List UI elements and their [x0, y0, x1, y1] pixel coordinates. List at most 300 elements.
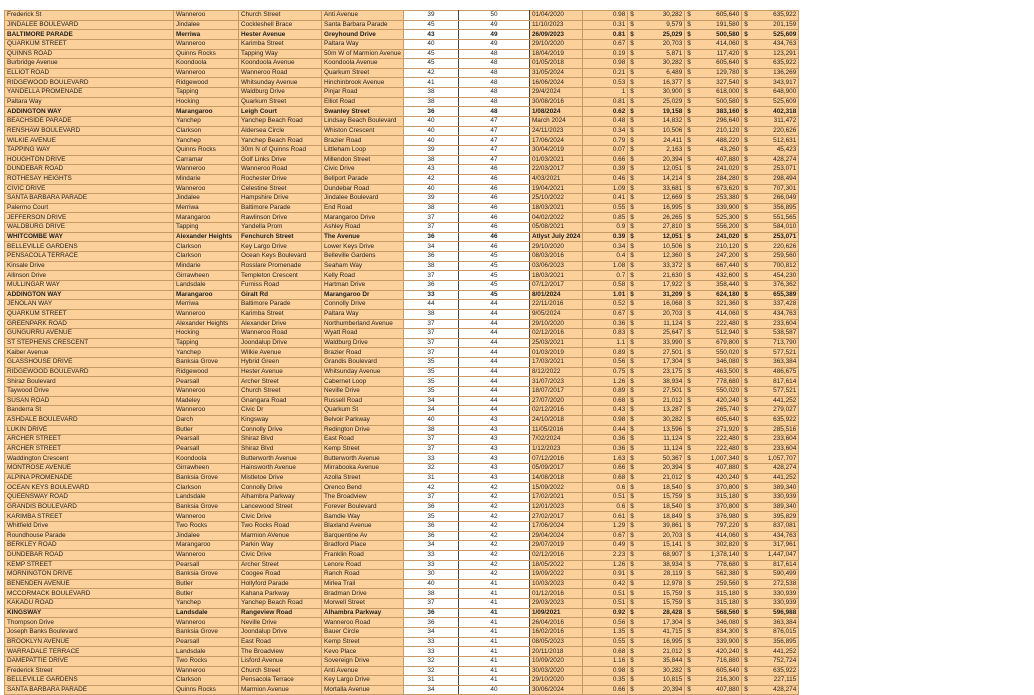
- grand-total-cell[interactable]: [742, 271, 799, 281]
- date-cell[interactable]: 18/03/2021: [529, 203, 582, 213]
- value-a-cell[interactable]: 37: [403, 493, 458, 503]
- grand-total-cell[interactable]: [742, 30, 799, 40]
- total-cell[interactable]: [685, 232, 742, 242]
- date-cell[interactable]: 11/10/2023: [529, 20, 582, 30]
- length-cell[interactable]: 0.81: [583, 97, 628, 107]
- grand-total-cell[interactable]: [742, 348, 799, 358]
- from-street-cell[interactable]: Wanneroo Road: [239, 165, 322, 175]
- grand-total-cell[interactable]: [742, 406, 799, 416]
- road-name-cell[interactable]: MULLINGAR WAY: [5, 280, 174, 290]
- grand-total-cell[interactable]: [742, 637, 799, 647]
- total-cell[interactable]: [685, 377, 742, 387]
- to-street-cell[interactable]: Belleville Gardens: [322, 252, 404, 262]
- road-name-cell[interactable]: Kaiber Avenue: [5, 348, 174, 358]
- road-name-cell[interactable]: JEFFERSON DRIVE: [5, 213, 174, 223]
- total-cell[interactable]: [685, 589, 742, 599]
- from-street-cell[interactable]: Coogee Road: [239, 570, 322, 580]
- suburb-cell[interactable]: Yanchep: [174, 136, 239, 146]
- value-b-cell[interactable]: 42: [458, 493, 529, 503]
- date-cell[interactable]: 26/04/2016: [529, 618, 582, 628]
- road-name-cell[interactable]: SANTA BARBARA PARADE: [5, 194, 174, 204]
- cost-cell[interactable]: [628, 348, 685, 358]
- length-cell[interactable]: 1.08: [583, 261, 628, 271]
- suburb-cell[interactable]: Quinns Rocks: [174, 49, 239, 59]
- to-street-cell[interactable]: Brazier Road: [322, 136, 404, 146]
- date-cell[interactable]: 27/02/2017: [529, 512, 582, 522]
- road-name-cell[interactable]: LUKIN DRIVE: [5, 425, 174, 435]
- date-cell[interactable]: Atlyst July 2024: [529, 232, 582, 242]
- suburb-cell[interactable]: Tapping: [174, 223, 239, 233]
- date-cell[interactable]: 12/01/2023: [529, 502, 582, 512]
- suburb-cell[interactable]: Yanchep: [174, 348, 239, 358]
- date-cell[interactable]: 10/09/2020: [529, 656, 582, 666]
- grand-total-cell[interactable]: [742, 252, 799, 262]
- total-cell[interactable]: [685, 493, 742, 503]
- suburb-cell[interactable]: Merriwa: [174, 30, 239, 40]
- from-street-cell[interactable]: Civic Drive: [239, 512, 322, 522]
- grand-total-cell[interactable]: [742, 502, 799, 512]
- total-cell[interactable]: [685, 570, 742, 580]
- grand-total-cell[interactable]: [742, 213, 799, 223]
- from-street-cell[interactable]: Giralt Rd: [239, 290, 322, 300]
- cost-cell[interactable]: [628, 49, 685, 59]
- from-street-cell[interactable]: Hester Avenue: [239, 367, 322, 377]
- length-cell[interactable]: 0.89: [583, 386, 628, 396]
- date-cell[interactable]: 29/10/2020: [529, 39, 582, 49]
- road-name-cell[interactable]: QUEENSWAY ROAD: [5, 493, 174, 503]
- length-cell[interactable]: 0.36: [583, 435, 628, 445]
- length-cell[interactable]: 0.36: [583, 444, 628, 454]
- suburb-cell[interactable]: Pearsall: [174, 435, 239, 445]
- suburb-cell[interactable]: Wanneroo: [174, 11, 239, 21]
- cost-cell[interactable]: [628, 30, 685, 40]
- value-b-cell[interactable]: 45: [458, 280, 529, 290]
- to-street-cell[interactable]: Kemp Street: [322, 637, 404, 647]
- length-cell[interactable]: 0.67: [583, 39, 628, 49]
- road-name-cell[interactable]: KARIMBA STREET: [5, 512, 174, 522]
- suburb-cell[interactable]: Yanchep: [174, 117, 239, 127]
- cost-cell[interactable]: [628, 512, 685, 522]
- from-street-cell[interactable]: Ocean Keys Boulevard: [239, 252, 322, 262]
- to-street-cell[interactable]: Key Largo Drive: [322, 676, 404, 686]
- value-b-cell[interactable]: 49: [458, 39, 529, 49]
- to-street-cell[interactable]: End Road: [322, 203, 404, 213]
- total-cell[interactable]: [685, 155, 742, 165]
- date-cell[interactable]: 31/05/2024: [529, 68, 582, 78]
- value-a-cell[interactable]: 32: [403, 656, 458, 666]
- grand-total-cell[interactable]: [742, 415, 799, 425]
- suburb-cell[interactable]: Two Rocks: [174, 656, 239, 666]
- road-name-cell[interactable]: ADDINGTON WAY: [5, 107, 174, 117]
- road-name-cell[interactable]: GUNGURRU AVENUE: [5, 329, 174, 339]
- road-name-cell[interactable]: BALTIMORE PARADE: [5, 30, 174, 40]
- suburb-cell[interactable]: Merriwa: [174, 300, 239, 310]
- to-street-cell[interactable]: Azolla Street: [322, 473, 404, 483]
- value-b-cell[interactable]: 47: [458, 136, 529, 146]
- grand-total-cell[interactable]: [742, 367, 799, 377]
- from-street-cell[interactable]: Neville Drive: [239, 618, 322, 628]
- length-cell[interactable]: 1.26: [583, 377, 628, 387]
- length-cell[interactable]: 0.66: [583, 155, 628, 165]
- length-cell[interactable]: 2.23: [583, 550, 628, 560]
- suburb-cell[interactable]: Wanneroo: [174, 39, 239, 49]
- to-street-cell[interactable]: Hartman Drive: [322, 280, 404, 290]
- total-cell[interactable]: [685, 39, 742, 49]
- date-cell[interactable]: 10/03/2023: [529, 579, 582, 589]
- from-street-cell[interactable]: Hampshire Drive: [239, 194, 322, 204]
- date-cell[interactable]: 29/4/2024: [529, 88, 582, 98]
- road-name-cell[interactable]: HOUGHTON DRIVE: [5, 155, 174, 165]
- from-street-cell[interactable]: Karimba Street: [239, 309, 322, 319]
- value-a-cell[interactable]: 38: [403, 425, 458, 435]
- grand-total-cell[interactable]: [742, 570, 799, 580]
- suburb-cell[interactable]: Landsdale: [174, 608, 239, 618]
- to-street-cell[interactable]: Dundebar Road: [322, 184, 404, 194]
- cost-cell[interactable]: [628, 20, 685, 30]
- length-cell[interactable]: 0.53: [583, 78, 628, 88]
- cost-cell[interactable]: [628, 628, 685, 638]
- cost-cell[interactable]: [628, 261, 685, 271]
- length-cell[interactable]: 0.91: [583, 570, 628, 580]
- to-street-cell[interactable]: Kemp Street: [322, 444, 404, 454]
- total-cell[interactable]: [685, 194, 742, 204]
- total-cell[interactable]: [685, 271, 742, 281]
- value-a-cell[interactable]: 37: [403, 213, 458, 223]
- to-street-cell[interactable]: Bradman Drive: [322, 589, 404, 599]
- total-cell[interactable]: [685, 165, 742, 175]
- cost-cell[interactable]: [628, 541, 685, 551]
- value-a-cell[interactable]: 40: [403, 415, 458, 425]
- value-b-cell[interactable]: 45: [458, 261, 529, 271]
- total-cell[interactable]: [685, 425, 742, 435]
- grand-total-cell[interactable]: [742, 676, 799, 686]
- length-cell[interactable]: 0.43: [583, 406, 628, 416]
- grand-total-cell[interactable]: [742, 59, 799, 69]
- grand-total-cell[interactable]: [742, 579, 799, 589]
- value-a-cell[interactable]: 33: [403, 647, 458, 657]
- cost-cell[interactable]: [628, 570, 685, 580]
- road-name-cell[interactable]: WHITCOMBE WAY: [5, 232, 174, 242]
- suburb-cell[interactable]: Clarkson: [174, 242, 239, 252]
- date-cell[interactable]: 04/02/2022: [529, 213, 582, 223]
- road-name-cell[interactable]: OCEAN KEYS BOULEVARD: [5, 483, 174, 493]
- length-cell[interactable]: 0.81: [583, 30, 628, 40]
- cost-cell[interactable]: [628, 377, 685, 387]
- cost-cell[interactable]: [628, 493, 685, 503]
- cost-cell[interactable]: [628, 59, 685, 69]
- value-b-cell[interactable]: 46: [458, 213, 529, 223]
- date-cell[interactable]: 17/06/2024: [529, 521, 582, 531]
- cost-cell[interactable]: [628, 502, 685, 512]
- to-street-cell[interactable]: Northumberland Avenue: [322, 319, 404, 329]
- length-cell[interactable]: 0.68: [583, 396, 628, 406]
- grand-total-cell[interactable]: [742, 280, 799, 290]
- length-cell[interactable]: 0.51: [583, 599, 628, 609]
- to-street-cell[interactable]: The Broadview: [322, 493, 404, 503]
- to-street-cell[interactable]: Waldburg Drive: [322, 338, 404, 348]
- road-name-cell[interactable]: Burbridge Avenue: [5, 59, 174, 69]
- to-street-cell[interactable]: Lower Keys Drive: [322, 242, 404, 252]
- total-cell[interactable]: [685, 666, 742, 676]
- date-cell[interactable]: 07/12/2016: [529, 454, 582, 464]
- value-b-cell[interactable]: 48: [458, 68, 529, 78]
- length-cell[interactable]: 1.09: [583, 184, 628, 194]
- road-name-cell[interactable]: KAKADU ROAD: [5, 599, 174, 609]
- cost-cell[interactable]: [628, 396, 685, 406]
- road-name-cell[interactable]: Taywood Drive: [5, 386, 174, 396]
- value-b-cell[interactable]: 46: [458, 242, 529, 252]
- date-cell[interactable]: 29/10/2020: [529, 676, 582, 686]
- value-a-cell[interactable]: 34: [403, 242, 458, 252]
- value-a-cell[interactable]: 37: [403, 271, 458, 281]
- total-cell[interactable]: [685, 637, 742, 647]
- grand-total-cell[interactable]: [742, 165, 799, 175]
- cost-cell[interactable]: [628, 676, 685, 686]
- value-a-cell[interactable]: 35: [403, 512, 458, 522]
- total-cell[interactable]: [685, 329, 742, 339]
- value-a-cell[interactable]: 45: [403, 49, 458, 59]
- total-cell[interactable]: [685, 676, 742, 686]
- to-street-cell[interactable]: Brazier Road: [322, 348, 404, 358]
- value-a-cell[interactable]: 36: [403, 608, 458, 618]
- date-cell[interactable]: 24/11/2023: [529, 126, 582, 136]
- total-cell[interactable]: [685, 174, 742, 184]
- value-b-cell[interactable]: 48: [458, 59, 529, 69]
- value-a-cell[interactable]: 42: [403, 483, 458, 493]
- from-street-cell[interactable]: Wanneroo Road: [239, 68, 322, 78]
- grand-total-cell[interactable]: [742, 184, 799, 194]
- date-cell[interactable]: 18/05/2022: [529, 560, 582, 570]
- from-street-cell[interactable]: Wanneroo Road: [239, 329, 322, 339]
- date-cell[interactable]: 11/05/2016: [529, 425, 582, 435]
- value-a-cell[interactable]: 35: [403, 386, 458, 396]
- grand-total-cell[interactable]: [742, 396, 799, 406]
- cost-cell[interactable]: [628, 155, 685, 165]
- suburb-cell[interactable]: Marangaroo: [174, 213, 239, 223]
- suburb-cell[interactable]: Wanneroo: [174, 618, 239, 628]
- date-cell[interactable]: 05/08/2021: [529, 223, 582, 233]
- value-b-cell[interactable]: 44: [458, 358, 529, 368]
- grand-total-cell[interactable]: [742, 68, 799, 78]
- total-cell[interactable]: [685, 20, 742, 30]
- to-street-cell[interactable]: Grandis Boulevard: [322, 358, 404, 368]
- suburb-cell[interactable]: Wanneroo: [174, 550, 239, 560]
- value-b-cell[interactable]: 43: [458, 444, 529, 454]
- from-street-cell[interactable]: Aldersea Circle: [239, 126, 322, 136]
- road-name-cell[interactable]: BEACHSIDE PARADE: [5, 117, 174, 127]
- suburb-cell[interactable]: Mindarie: [174, 261, 239, 271]
- road-name-cell[interactable]: QUINNS ROAD: [5, 49, 174, 59]
- grand-total-cell[interactable]: [742, 338, 799, 348]
- from-street-cell[interactable]: Rangeview Road: [239, 608, 322, 618]
- value-a-cell[interactable]: 31: [403, 676, 458, 686]
- from-street-cell[interactable]: Church Street: [239, 666, 322, 676]
- length-cell[interactable]: 0.42: [583, 579, 628, 589]
- value-a-cell[interactable]: 39: [403, 194, 458, 204]
- road-name-cell[interactable]: MONTROSE AVENUE: [5, 464, 174, 474]
- value-a-cell[interactable]: 37: [403, 348, 458, 358]
- road-name-cell[interactable]: RIDGEWOOD BOULEVARD: [5, 367, 174, 377]
- road-name-cell[interactable]: JINDALEE BOULEVARD: [5, 20, 174, 30]
- cost-cell[interactable]: [628, 666, 685, 676]
- total-cell[interactable]: [685, 11, 742, 21]
- suburb-cell[interactable]: Clarkson: [174, 483, 239, 493]
- road-name-cell[interactable]: Waddington Crescent: [5, 454, 174, 464]
- to-street-cell[interactable]: Civic Drive: [322, 165, 404, 175]
- from-street-cell[interactable]: Furniss Road: [239, 280, 322, 290]
- date-cell[interactable]: 1/09/2021: [529, 608, 582, 618]
- from-street-cell[interactable]: Church Street: [239, 11, 322, 21]
- to-street-cell[interactable]: Orenco Bend: [322, 483, 404, 493]
- cost-cell[interactable]: [628, 589, 685, 599]
- suburb-cell[interactable]: Wanneroo: [174, 165, 239, 175]
- to-street-cell[interactable]: Ashley Road: [322, 223, 404, 233]
- total-cell[interactable]: [685, 647, 742, 657]
- value-a-cell[interactable]: 33: [403, 454, 458, 464]
- to-street-cell[interactable]: Butterworth Avenue: [322, 454, 404, 464]
- to-street-cell[interactable]: Marangaroo Drive: [322, 213, 404, 223]
- from-street-cell[interactable]: Mistletoe Drive: [239, 473, 322, 483]
- value-a-cell[interactable]: 41: [403, 78, 458, 88]
- to-street-cell[interactable]: Whiston Crescent: [322, 126, 404, 136]
- suburb-cell[interactable]: Clarkson: [174, 252, 239, 262]
- grand-total-cell[interactable]: [742, 444, 799, 454]
- to-street-cell[interactable]: Russell Road: [322, 396, 404, 406]
- value-a-cell[interactable]: 43: [403, 165, 458, 175]
- date-cell[interactable]: 17/03/2021: [529, 358, 582, 368]
- from-street-cell[interactable]: Yanchep Beach Road: [239, 136, 322, 146]
- total-cell[interactable]: [685, 358, 742, 368]
- date-cell[interactable]: 1/08/2024: [529, 107, 582, 117]
- total-cell[interactable]: [685, 261, 742, 271]
- suburb-cell[interactable]: Wanneroo: [174, 184, 239, 194]
- length-cell[interactable]: 0.07: [583, 145, 628, 155]
- cost-cell[interactable]: [628, 415, 685, 425]
- date-cell[interactable]: 31/07/2023: [529, 377, 582, 387]
- grand-total-cell[interactable]: [742, 618, 799, 628]
- date-cell[interactable]: 30/06/2024: [529, 685, 582, 695]
- to-street-cell[interactable]: Cabernet Loop: [322, 377, 404, 387]
- value-b-cell[interactable]: 44: [458, 367, 529, 377]
- total-cell[interactable]: [685, 223, 742, 233]
- date-cell[interactable]: 8/12/2022: [529, 367, 582, 377]
- suburb-cell[interactable]: Landsdale: [174, 280, 239, 290]
- length-cell[interactable]: 0.6: [583, 502, 628, 512]
- length-cell[interactable]: 0.98: [583, 11, 628, 21]
- to-street-cell[interactable]: Littleham Loop: [322, 145, 404, 155]
- road-name-cell[interactable]: RENSHAW BOULEVARD: [5, 126, 174, 136]
- value-a-cell[interactable]: 33: [403, 550, 458, 560]
- grand-total-cell[interactable]: [742, 309, 799, 319]
- value-a-cell[interactable]: 42: [403, 174, 458, 184]
- road-name-cell[interactable]: MCCORMACK BOULEVARD: [5, 589, 174, 599]
- value-b-cell[interactable]: 42: [458, 560, 529, 570]
- road-name-cell[interactable]: Thompson Drive: [5, 618, 174, 628]
- suburb-cell[interactable]: Quinns Rocks: [174, 685, 239, 695]
- to-street-cell[interactable]: Swanley Street: [322, 107, 404, 117]
- length-cell[interactable]: 0.58: [583, 280, 628, 290]
- from-street-cell[interactable]: Baltimore Parade: [239, 203, 322, 213]
- from-street-cell[interactable]: Shiraz Blvd: [239, 435, 322, 445]
- road-name-cell[interactable]: CIVIC DRIVE: [5, 184, 174, 194]
- total-cell[interactable]: [685, 117, 742, 127]
- from-street-cell[interactable]: Yanchep Beach Road: [239, 117, 322, 127]
- date-cell[interactable]: 02/12/2016: [529, 406, 582, 416]
- suburb-cell[interactable]: Yanchep: [174, 599, 239, 609]
- total-cell[interactable]: [685, 599, 742, 609]
- value-a-cell[interactable]: 33: [403, 637, 458, 647]
- value-b-cell[interactable]: 47: [458, 145, 529, 155]
- to-street-cell[interactable]: Belvoir Parkway: [322, 415, 404, 425]
- value-b-cell[interactable]: 42: [458, 483, 529, 493]
- to-street-cell[interactable]: Lindsay Beach Boulevard: [322, 117, 404, 127]
- value-a-cell[interactable]: 36: [403, 107, 458, 117]
- value-b-cell[interactable]: 40: [458, 685, 529, 695]
- to-street-cell[interactable]: Morwell Street: [322, 599, 404, 609]
- value-a-cell[interactable]: 37: [403, 338, 458, 348]
- grand-total-cell[interactable]: [742, 425, 799, 435]
- value-b-cell[interactable]: 43: [458, 464, 529, 474]
- value-b-cell[interactable]: 41: [458, 618, 529, 628]
- from-street-cell[interactable]: Rawlinson Drive: [239, 213, 322, 223]
- grand-total-cell[interactable]: [742, 145, 799, 155]
- total-cell[interactable]: [685, 473, 742, 483]
- value-b-cell[interactable]: 46: [458, 223, 529, 233]
- total-cell[interactable]: [685, 126, 742, 136]
- cost-cell[interactable]: [628, 608, 685, 618]
- from-street-cell[interactable]: Quarkum Street: [239, 97, 322, 107]
- road-name-cell[interactable]: KEMP STREET: [5, 560, 174, 570]
- value-b-cell[interactable]: 41: [458, 579, 529, 589]
- grand-total-cell[interactable]: [742, 290, 799, 300]
- total-cell[interactable]: [685, 78, 742, 88]
- value-b-cell[interactable]: 45: [458, 290, 529, 300]
- suburb-cell[interactable]: Clarkson: [174, 126, 239, 136]
- total-cell[interactable]: [685, 252, 742, 262]
- date-cell[interactable]: 08/03/2016: [529, 252, 582, 262]
- cost-cell[interactable]: [628, 454, 685, 464]
- road-name-cell[interactable]: SANTA BARBARA PARADE: [5, 685, 174, 695]
- to-street-cell[interactable]: Millendon Street: [322, 155, 404, 165]
- to-street-cell[interactable]: Blaxland Avenue: [322, 521, 404, 531]
- date-cell[interactable]: 16/06/2024: [529, 78, 582, 88]
- grand-total-cell[interactable]: [742, 435, 799, 445]
- grand-total-cell[interactable]: [742, 49, 799, 59]
- value-a-cell[interactable]: 38: [403, 88, 458, 98]
- grand-total-cell[interactable]: [742, 685, 799, 695]
- suburb-cell[interactable]: Alexander Heights: [174, 319, 239, 329]
- length-cell[interactable]: 0.7: [583, 271, 628, 281]
- suburb-cell[interactable]: Pearsall: [174, 637, 239, 647]
- value-b-cell[interactable]: 44: [458, 396, 529, 406]
- cost-cell[interactable]: [628, 367, 685, 377]
- suburb-cell[interactable]: Carramar: [174, 155, 239, 165]
- to-street-cell[interactable]: Santa Barbara Parade: [322, 20, 404, 30]
- road-name-cell[interactable]: BERKLEY ROAD: [5, 541, 174, 551]
- date-cell[interactable]: 07/12/2017: [529, 280, 582, 290]
- date-cell[interactable]: 1/12/2023: [529, 444, 582, 454]
- length-cell[interactable]: 0.98: [583, 59, 628, 69]
- grand-total-cell[interactable]: [742, 550, 799, 560]
- road-name-cell[interactable]: BENENDEN AVENUE: [5, 579, 174, 589]
- date-cell[interactable]: 4/03/2021: [529, 174, 582, 184]
- to-street-cell[interactable]: 50m W of Marmion Avenue: [322, 49, 404, 59]
- from-street-cell[interactable]: Koondoola Avenue: [239, 59, 322, 69]
- suburb-cell[interactable]: Darch: [174, 415, 239, 425]
- grand-total-cell[interactable]: [742, 666, 799, 676]
- value-a-cell[interactable]: 38: [403, 155, 458, 165]
- to-street-cell[interactable]: Mirlea Trail: [322, 579, 404, 589]
